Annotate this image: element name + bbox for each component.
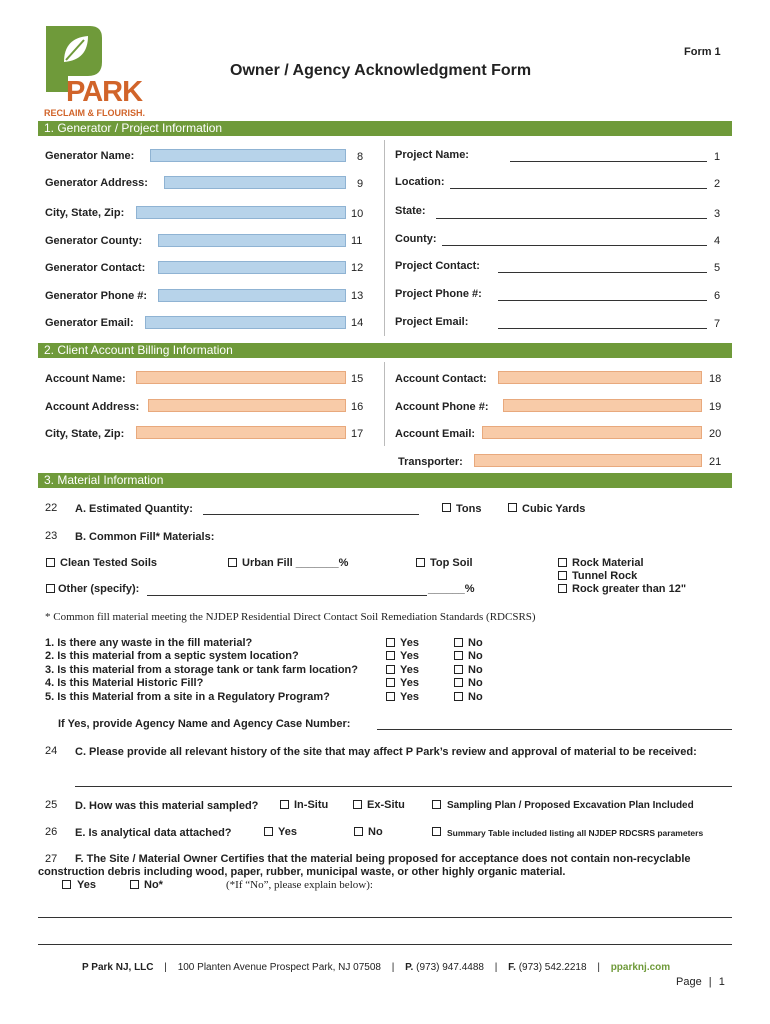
- account-contact-field[interactable]: [498, 371, 702, 384]
- tunnel-rock-checkbox[interactable]: [558, 571, 567, 580]
- certify-yes-label: Yes: [77, 879, 96, 891]
- generator-address-label: Generator Address:: [45, 177, 148, 189]
- cubic-yards-label: Cubic Yards: [522, 503, 586, 515]
- other-percent: ______%: [428, 583, 475, 595]
- q2-yes-checkbox[interactable]: [386, 651, 395, 660]
- footer-separator: |: [494, 962, 498, 973]
- footer-separator: |: [164, 962, 167, 973]
- account-name-field[interactable]: [136, 371, 346, 384]
- field-number: 7: [714, 318, 721, 330]
- certify-no-checkbox[interactable]: [130, 880, 139, 889]
- clean-tested-soils-checkbox[interactable]: [46, 558, 55, 567]
- project-phone-label: Project Phone #:: [395, 288, 482, 300]
- certify-no-label: No*: [144, 879, 163, 891]
- question-septic: 2. Is this material from a septic system location?: [45, 650, 299, 662]
- transporter-field[interactable]: [474, 454, 702, 467]
- sampling-plan-label: Sampling Plan / Proposed Excavation Plan Included: [447, 800, 694, 811]
- account-email-field[interactable]: [482, 426, 702, 439]
- transporter-label: Transporter:: [398, 456, 463, 468]
- section-1-divider: [384, 140, 385, 336]
- in-situ-label: In-Situ: [294, 799, 329, 811]
- page-indicator: [676, 976, 725, 988]
- page-title: Owner / Agency Acknowledgment Form: [230, 62, 532, 79]
- account-email-label: Account Email:: [395, 428, 476, 440]
- top-soil-checkbox[interactable]: [416, 558, 425, 567]
- question-historic-fill: 4. Is this Material Historic Fill?: [45, 677, 204, 689]
- account-phone-field[interactable]: [503, 399, 702, 412]
- tunnel-rock-label: Tunnel Rock: [572, 570, 638, 582]
- form-number: Form 1: [684, 46, 721, 58]
- fill-footnote: * Common fill material meeting the NJDEP Residential Direct Contact Soil Remediation Standards (RDCSRS): [45, 611, 536, 623]
- explain-line-2[interactable]: [38, 944, 732, 945]
- q4-no-label: No: [468, 677, 483, 689]
- top-soil-label: Top Soil: [430, 557, 473, 569]
- account-address-label: Account Address:: [45, 401, 140, 413]
- explain-line-1[interactable]: [38, 917, 732, 918]
- q1-yes-label: Yes: [400, 637, 419, 649]
- certify-yes-checkbox[interactable]: [62, 880, 71, 889]
- ex-situ-label: Ex-Situ: [367, 799, 405, 811]
- q4-yes-label: Yes: [400, 677, 419, 689]
- page-number: 1: [718, 976, 725, 988]
- certify-note: (*If “No”, please explain below):: [226, 879, 373, 891]
- q4-yes-checkbox[interactable]: [386, 678, 395, 687]
- q3-no-label: No: [468, 664, 483, 676]
- tons-label: Tons: [456, 503, 482, 515]
- field-number: 13: [351, 290, 364, 302]
- common-fill-label: B. Common Fill* Materials:: [75, 531, 215, 543]
- analytical-no-checkbox[interactable]: [354, 827, 363, 836]
- question-number: 23: [45, 530, 58, 542]
- footer-address: 100 Planten Avenue Prospect Park, NJ 07508: [177, 962, 381, 973]
- generator-email-label: Generator Email:: [45, 317, 134, 329]
- sampling-plan-checkbox[interactable]: [432, 800, 441, 809]
- in-situ-checkbox[interactable]: [280, 800, 289, 809]
- account-city-field[interactable]: [136, 426, 346, 439]
- q5-no-label: No: [468, 691, 483, 703]
- section-2-divider: [384, 362, 385, 446]
- rock-material-checkbox[interactable]: [558, 558, 567, 567]
- account-contact-label: Account Contact:: [395, 373, 487, 385]
- analytical-yes-checkbox[interactable]: [264, 827, 273, 836]
- urban-fill-checkbox[interactable]: [228, 558, 237, 567]
- generator-county-field[interactable]: [158, 234, 346, 247]
- field-number: 12: [351, 262, 364, 274]
- other-specify-field[interactable]: [147, 595, 427, 596]
- footer-fax-label: F.: [508, 962, 516, 973]
- analytical-yes-label: Yes: [278, 826, 297, 838]
- q1-no-checkbox[interactable]: [454, 638, 463, 647]
- section-1-header: 1. Generator / Project Information: [38, 121, 732, 136]
- field-number: 8: [357, 151, 364, 163]
- analytical-data-label: E. Is analytical data attached?: [75, 827, 232, 839]
- q1-yes-checkbox[interactable]: [386, 638, 395, 647]
- q3-no-checkbox[interactable]: [454, 665, 463, 674]
- cubic-yards-checkbox[interactable]: [508, 503, 517, 512]
- certify-line-2: construction debris including wood, paper, rubber, municipal waste, or other highly organic material.: [38, 866, 566, 878]
- project-contact-field[interactable]: [498, 272, 707, 273]
- footer: [82, 962, 670, 973]
- project-contact-label: Project Contact:: [395, 260, 480, 272]
- q3-yes-checkbox[interactable]: [386, 665, 395, 674]
- question-number: 27: [45, 853, 58, 865]
- county-label: County:: [395, 233, 437, 245]
- site-history-field[interactable]: [75, 786, 732, 787]
- q5-yes-checkbox[interactable]: [386, 692, 395, 701]
- footer-company: P Park NJ, LLC: [82, 962, 154, 973]
- rock-material-label: Rock Material: [572, 557, 644, 569]
- section-2-header: 2. Client Account Billing Information: [38, 343, 732, 358]
- park-logo: [44, 24, 156, 120]
- field-number: 4: [714, 235, 721, 247]
- section-3-header: 3. Material Information: [38, 473, 732, 488]
- analytical-no-label: No: [368, 826, 383, 838]
- account-name-label: Account Name:: [45, 373, 126, 385]
- question-storage-tank: 3. Is this material from a storage tank or tank farm location?: [45, 664, 358, 676]
- generator-contact-label: Generator Contact:: [45, 262, 146, 274]
- q2-no-checkbox[interactable]: [454, 651, 463, 660]
- q5-yes-label: Yes: [400, 691, 419, 703]
- account-address-field[interactable]: [148, 399, 346, 412]
- footer-separator: |: [391, 962, 395, 973]
- question-regulatory: 5. Is this Material from a site in a Regulatory Program?: [45, 691, 330, 703]
- footer-separator: |: [597, 962, 600, 973]
- page-separator: |: [708, 976, 712, 988]
- field-number: 6: [714, 290, 721, 302]
- generator-email-field[interactable]: [145, 316, 346, 329]
- project-email-label: Project Email:: [395, 316, 469, 328]
- field-number: 3: [714, 208, 721, 220]
- field-number: 14: [351, 317, 364, 329]
- q1-no-label: No: [468, 637, 483, 649]
- agency-case-field[interactable]: [377, 729, 732, 730]
- other-checkbox[interactable]: [46, 584, 55, 593]
- generator-phone-field[interactable]: [158, 289, 346, 302]
- footer-phone-label: P.: [405, 962, 414, 973]
- footer-website-link[interactable]: pparknj.com: [610, 962, 671, 973]
- question-number: 22: [45, 502, 58, 514]
- account-phone-label: Account Phone #:: [395, 401, 489, 413]
- footer-fax: (973) 542.2218: [518, 962, 587, 973]
- summary-table-checkbox[interactable]: [432, 827, 441, 836]
- estimated-quantity-field[interactable]: [203, 514, 419, 515]
- question-number: 25: [45, 799, 58, 811]
- tons-checkbox[interactable]: [442, 503, 451, 512]
- project-name-field[interactable]: [510, 161, 707, 162]
- field-number: 11: [351, 235, 363, 247]
- generator-phone-label: Generator Phone #:: [45, 290, 148, 302]
- clean-tested-soils-label: Clean Tested Soils: [60, 557, 157, 569]
- brand-name: PARK: [66, 76, 143, 108]
- generator-contact-field[interactable]: [158, 261, 346, 274]
- field-number: 20: [709, 428, 722, 440]
- field-number: 17: [351, 428, 364, 440]
- generator-city-label: City, State, Zip:: [45, 207, 125, 219]
- field-number: 9: [357, 178, 364, 190]
- generator-county-label: Generator County:: [45, 235, 143, 247]
- field-number: 18: [709, 373, 722, 385]
- question-number: 24: [45, 745, 58, 757]
- field-number: 19: [709, 401, 722, 413]
- question-number: 26: [45, 826, 58, 838]
- project-name-label: Project Name:: [395, 149, 469, 161]
- field-number: 10: [351, 208, 364, 220]
- rock-over-12-checkbox[interactable]: [558, 584, 567, 593]
- footer-phone: (973) 947.4488: [416, 962, 484, 973]
- project-phone-field[interactable]: [498, 300, 707, 301]
- field-number: 2: [714, 178, 721, 190]
- brand-tagline: RECLAIM & FLOURISH.: [44, 108, 145, 118]
- estimated-quantity-label: A. Estimated Quantity:: [75, 503, 193, 515]
- sampled-how-label: D. How was this material sampled?: [75, 800, 259, 812]
- field-number: 15: [351, 373, 364, 385]
- generator-name-field[interactable]: [150, 149, 346, 162]
- generator-city-field[interactable]: [136, 206, 346, 219]
- state-label: State:: [395, 205, 426, 217]
- summary-table-label: Summary Table included listing all NJDEP RDCSRS parameters: [447, 828, 704, 838]
- field-number: 16: [351, 401, 364, 413]
- question-waste: 1. Is there any waste in the fill material?: [45, 637, 253, 649]
- site-history-label: C. Please provide all relevant history of the site that may affect P Park’s review and approval of material to be received:: [75, 746, 697, 758]
- q2-yes-label: Yes: [400, 650, 419, 662]
- q2-no-label: No: [468, 650, 483, 662]
- certify-line-1: F. The Site / Material Owner Certifies that the material being proposed for acceptance does not contain non-recyclable: [75, 853, 691, 865]
- q3-yes-label: Yes: [400, 664, 419, 676]
- field-number: 1: [714, 151, 721, 163]
- urban-fill-label: Urban Fill _______%: [242, 557, 349, 569]
- other-label: Other (specify):: [58, 583, 140, 595]
- q4-no-checkbox[interactable]: [454, 678, 463, 687]
- project-email-field[interactable]: [498, 328, 707, 329]
- page-label: Page: [676, 976, 702, 988]
- county-field[interactable]: [442, 245, 707, 246]
- ex-situ-checkbox[interactable]: [353, 800, 362, 809]
- agency-case-label: If Yes, provide Agency Name and Agency Case Number:: [58, 718, 351, 730]
- state-field[interactable]: [436, 218, 707, 219]
- location-field[interactable]: [450, 188, 707, 189]
- q5-no-checkbox[interactable]: [454, 692, 463, 701]
- rock-over-12-label: Rock greater than 12": [572, 583, 687, 595]
- generator-name-label: Generator Name:: [45, 150, 135, 162]
- field-number: 5: [714, 262, 721, 274]
- account-city-label: City, State, Zip:: [45, 428, 125, 440]
- location-label: Location:: [395, 176, 445, 188]
- generator-address-field[interactable]: [164, 176, 346, 189]
- field-number: 21: [709, 456, 722, 468]
